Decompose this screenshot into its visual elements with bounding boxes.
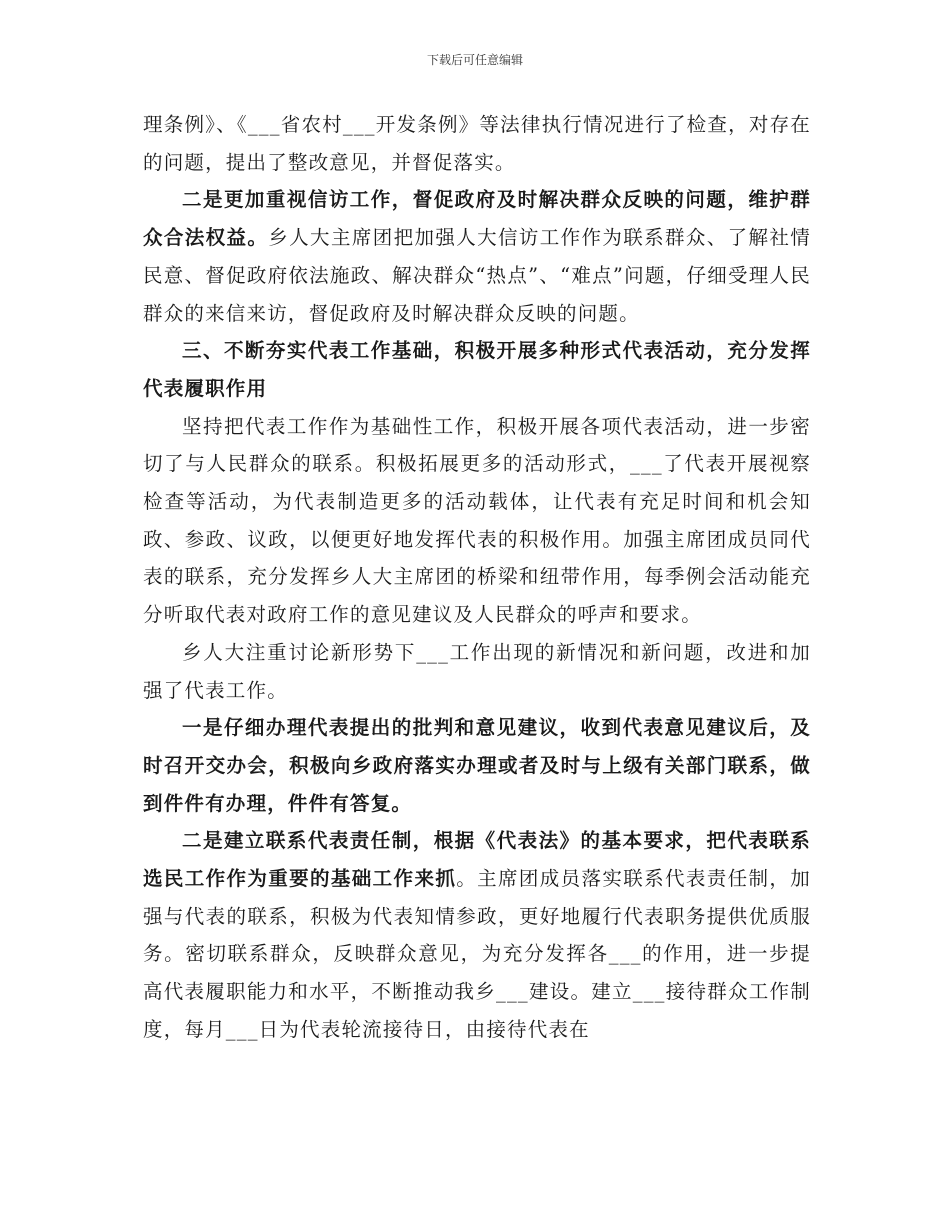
paragraph-lead: 二是更加重视信访工作，督促政府及时解决群众反映的问题，维护群众合法权益。 bbox=[143, 188, 811, 250]
paragraph-regulations-check bbox=[143, 106, 811, 181]
paragraph-text: 坚持把代表工作作为基础性工作，积极开展各项代表活动，进一步密切了与人民群众的联系。积极拓展更多的活动形式，___了代表开展视察检查等活动，为代表制造更多的活动载体，让代表有充足时间和机会知政、参政、议政，以便更好地发挥代表的积极作用。加强主席团成员同代表的联系，充分发挥乡人大主席团的桥梁和纽带作用，每季例会活动能充分听取代表对政府工作的意见建议及人民群众的呼声和要求。 bbox=[143, 414, 811, 627]
paragraph-text: 。主席团成员落实联系代表责任制，加强与代表的联系，积极为代表知情参政，更好地履行代表职务提供优质服务。密切联系群众，反映群众意见，为充分发挥各___的作用，进一步提高代表履职能力和水平，不断推动我乡___建设。建立___接待群众工作制度，每月___日为代表轮流接待日，由接待代表在 bbox=[143, 867, 811, 1041]
page-header-note: 下载后可任意编辑 bbox=[426, 53, 523, 67]
paragraph-petition-work bbox=[143, 181, 811, 332]
paragraph-new-situations bbox=[143, 634, 811, 709]
paragraph-liaison-system bbox=[143, 822, 811, 1048]
paragraph-lead: 二是建立联系代表责任制，根据《代表法》的基本要求，把代表联系选民工作作为重要的基础工作来抓 bbox=[143, 829, 811, 891]
section-heading-three bbox=[143, 332, 811, 407]
section-heading-text: 三、不断夯实代表工作基础，积极开展多种形式代表活动，充分发挥代表履职作用 bbox=[143, 339, 811, 400]
paragraph-text: 乡人大主席团把加强人大信访工作作为联系群众、了解社情民意、督促政府依法施政、解决群众“热点”、“难点”问题，仔细受理人民群众的来信来访，督促政府及时解决群众反映的问题。 bbox=[143, 226, 812, 325]
paragraph-text: 乡人大注重讨论新形势下___工作出现的新情况和新问题，改进和加强了代表工作。 bbox=[143, 640, 811, 702]
document-body bbox=[143, 106, 811, 1049]
paragraph-text: 理条例》、《___省农村___开发条例》等法律执行情况进行了检查，对存在的问题，提出了整改意见，并督促落实。 bbox=[143, 113, 811, 174]
paragraph-representative-activities bbox=[143, 408, 811, 634]
paragraph-handle-suggestions bbox=[143, 709, 811, 822]
paragraph-lead: 一是仔细办理代表提出的批判和意见建议，收到代表意见建议后，及时召开交办会，积极向乡政府落实办理或者及时与上级有关部门联系，做到件件有办理，件件有答复。 bbox=[143, 716, 811, 815]
